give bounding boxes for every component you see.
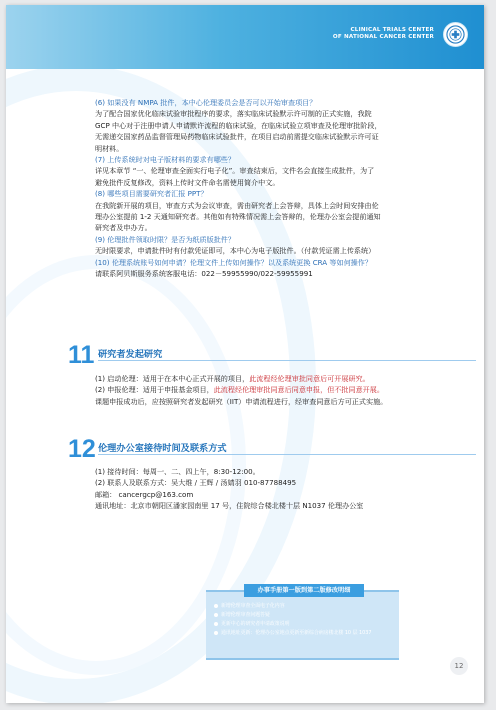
section-12-heading (68, 435, 478, 465)
revision-notice-text: 更新中心的研究者申请政策说明 (221, 621, 290, 627)
contact-email: 邮箱： cancergcp@163.com (95, 489, 194, 499)
bullet-icon (214, 622, 218, 626)
revision-notice-item (214, 629, 372, 638)
bullet-icon (214, 631, 218, 635)
faq-answer-line: 研究者及申办方。 (95, 223, 152, 233)
contact-persons: (2) 联系人及联系方式：吴大维 / 王辉 / 汤婧羽 010-87788495 (95, 478, 297, 488)
seal-graphic (446, 25, 465, 44)
item-2-text: (2) 申报伦理：适用于申报基金项目， (95, 385, 214, 395)
faq-answer-line: 为了配合国家优化临床试验审批程序的要求，落实临床试验默示许可制的正式实施，我院 (95, 109, 372, 119)
faq-answer-line: 避免批件反复修改，资料上传时文件命名需使用简介中文。 (95, 177, 280, 187)
item-2-highlight: 此流程经伦理审批同意后同意申报，但不批同意开展。 (213, 385, 384, 395)
document-page (6, 5, 484, 703)
section-11-number: 11 (68, 341, 95, 369)
section-11-body (95, 373, 475, 407)
section-11-rule (98, 360, 476, 361)
section-11-item-2 (95, 384, 475, 395)
revision-notice-text: 通讯地址更新：伦理办公室地点更新至新综合病房楼北楼 10 层 1037 (221, 630, 372, 636)
faq-section (95, 97, 475, 280)
faq-question: (8) 哪些项目需要研究者汇报 PPT？ (95, 189, 208, 199)
page-number: 12 (450, 657, 468, 675)
hospital-seal-icon (443, 22, 468, 47)
revision-notice-text: 新增伦理审查问题答疑 (221, 612, 270, 618)
section-12-title: 伦理办公室接待时间及联系方式 (98, 443, 227, 454)
faq-answer-line: 在我院新开展的项目，审查方式为会议审查，需由研究者上会答辩，具体上会时间安排由伦 (95, 200, 379, 210)
section-11-heading (68, 341, 478, 371)
bullet-icon (214, 613, 218, 617)
faq-answer-line: 无需递交国家药品监督管理局药物临床试验批件，在项目启动前需提交临床试验默示许可证 (95, 132, 379, 142)
mailing-address: 通讯地址：北京市朝阳区潘家园南里 17 号，住院综合楼北楼十层 N1037 伦理办公室 (95, 501, 364, 511)
header-org-line1: CLINICAL TRIALS CENTER (350, 27, 434, 33)
section-11-item-1 (95, 373, 475, 384)
header-band (6, 5, 484, 69)
section-12-number: 12 (68, 435, 96, 463)
revision-notice-list (214, 602, 372, 638)
section-11-extra: 课题申报成功后，应按照研究者发起研究（IIT）申请流程进行，经审查同意后方可正式实施。 (95, 396, 388, 406)
reception-hours: (1) 接待时间：每周一、二、四上午，8:30-12:00。 (95, 467, 260, 476)
section-11-title: 研究者发起研究 (98, 349, 163, 360)
faq-answer-line: 理办公室提前 1-2 天通知研究者。其他如有特殊情况需上会答辩的，伦理办公室会提前通知 (95, 212, 381, 222)
revision-notice-item (214, 602, 372, 611)
faq-question: (7) 上传系统时对电子版材料的要求有哪些？ (95, 155, 235, 165)
faq-answer-line: 详见本章节 “一、伦理审查全面实行电子化”。审查结束后，文件名会直接生成批件，为了 (95, 166, 375, 176)
header-org-name (333, 27, 434, 41)
header-org-line2: OF NATIONAL CANCER CENTER (332, 34, 434, 40)
revision-notice-title: 办事手册第一版到第二版修改明细 (244, 584, 364, 597)
section-12-body (95, 466, 475, 512)
item-1-highlight: 此流程经伦理审批同意后可开展研究。 (249, 374, 370, 383)
faq-answer-line: GCP 中心对于注册申请人申请默许流程的临床试验，在临床试验立项审查及伦理审批阶段， (95, 120, 382, 130)
faq-answer-line: 无时限要求，申请批件时有付款凭证即可，本中心为电子版批件。（付款凭证需上传系统） (95, 246, 376, 256)
item-1-text: (1) 启动伦理：适用于在本中心正式开展的项目， (95, 374, 250, 383)
faq-question: (6) 如果没有 NMPA 批件，本中心伦理委员会是否可以开始审查项目？ (95, 98, 317, 107)
faq-answer-line: 请联系阿贝斯服务系统客服电话：022－59955990/022-59955991 (95, 269, 313, 279)
revision-notice-item (214, 620, 372, 629)
revision-notice-box (206, 587, 399, 660)
revision-notice-item (214, 611, 372, 620)
faq-answer-line: 明材料。 (95, 143, 124, 153)
revision-notice-text: 新增伦理审查全面电子化内容 (221, 603, 285, 609)
faq-question: (9) 伦理批件领取时限？是否为纸质版批件？ (95, 234, 235, 244)
bullet-icon (214, 604, 218, 608)
faq-question: (10) 伦理系统账号如何申请？伦理文件上传如何操作？以及系统更换 CRA 等如何操作？ (95, 257, 372, 267)
section-12-rule (98, 454, 476, 455)
